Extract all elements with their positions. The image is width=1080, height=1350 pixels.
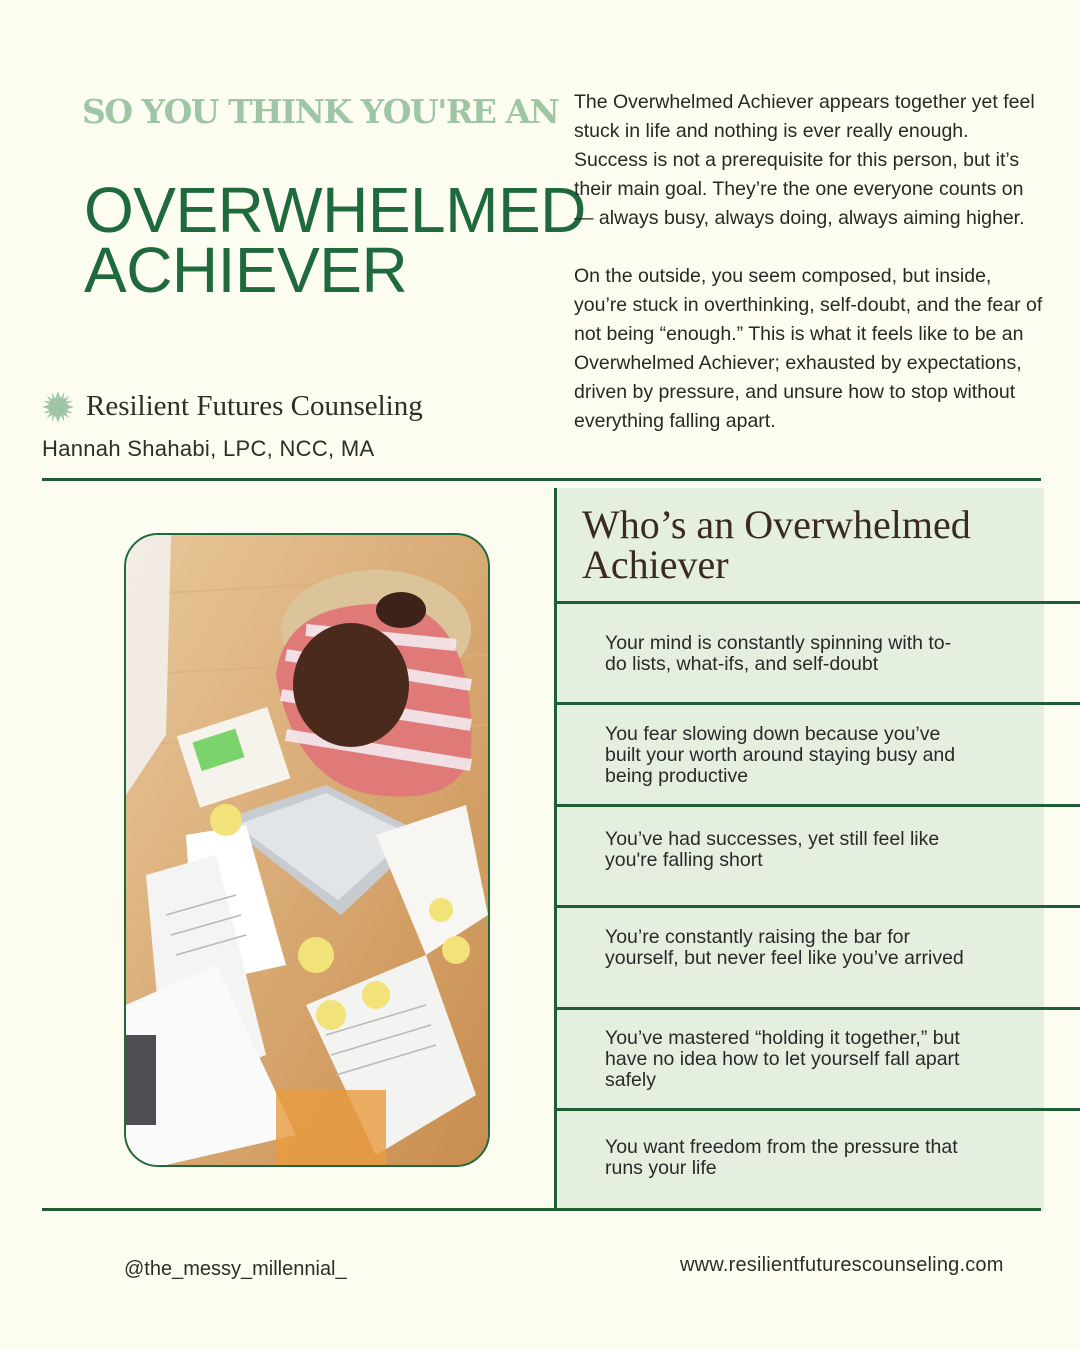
- top-divider: [42, 478, 1041, 481]
- intro-paragraph-2: On the outside, you seem composed, but inside, you’re stuck in overthinking, self-doubt, and the fear of not being “enough.” This is what it feels like to be an Overwhelmed Achiever; exhausted by expectations, driven by pressure, and unsure how to stop without everything falling apart.: [574, 265, 1043, 432]
- brand: [42, 390, 423, 423]
- list-item: You want freedom from the pressure that runs your life: [605, 1136, 958, 1179]
- page-title: [84, 174, 586, 306]
- panel-divider: [556, 804, 1080, 807]
- title-line-1: OVERWHELMED: [84, 174, 586, 246]
- panel-divider: [556, 702, 1080, 705]
- website-link[interactable]: www.resilientfuturescounseling.com: [680, 1254, 1004, 1276]
- list-item: You’ve mastered “holding it together,” but have no idea how to let yourself fall apart safely: [605, 1027, 960, 1091]
- intro-paragraph-1: The Overwhelmed Achiever appears together yet feel stuck in life and nothing is ever really enough. Success is not a prerequisite for this person, but it’s their main goal. They’re the one everyone counts on — always busy, always doing, always aiming higher.: [574, 91, 1035, 229]
- list-item: You’ve had successes, yet still feel like you're falling short: [605, 828, 940, 871]
- woman-head-down-on-desk-photo: [124, 533, 490, 1167]
- title-line-2: ACHIEVER: [84, 234, 408, 306]
- list-item: You fear slowing down because you’ve built your worth around staying busy and being productive: [605, 723, 956, 787]
- panel-divider: [556, 1007, 1080, 1010]
- photo-illustration: [126, 535, 488, 1165]
- sunburst-icon: [42, 391, 74, 423]
- panel-divider: [556, 905, 1080, 908]
- intro-text: [574, 88, 1044, 465]
- list-item: Your mind is constantly spinning with to-do lists, what-ifs, and self-doubt: [605, 632, 952, 675]
- bottom-divider: [42, 1208, 1041, 1211]
- social-handle[interactable]: @the_messy_millennial_: [124, 1258, 347, 1280]
- list-item: You’re constantly raising the bar for yourself, but never feel like you’ve arrived: [605, 926, 964, 969]
- eyebrow-heading: SO YOU THINK YOU'RE AN: [82, 92, 559, 131]
- panel-divider: [556, 601, 1080, 604]
- author-credentials: Hannah Shahabi, LPC, NCC, MA: [42, 436, 375, 461]
- brand-name: Resilient Futures Counseling: [86, 390, 423, 422]
- panel-title: Who’s an Overwhelmed Achiever: [582, 502, 971, 587]
- panel-divider: [556, 1108, 1080, 1111]
